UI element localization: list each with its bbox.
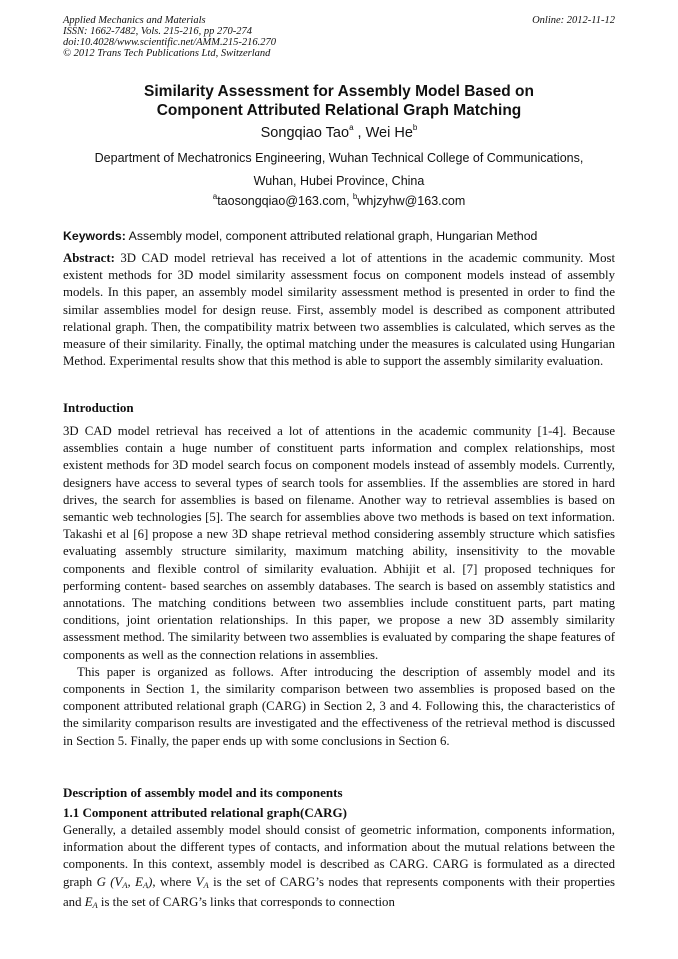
doi-line: doi:10.4028/www.scientific.net/AMM.215-216.270: [63, 37, 276, 48]
affiliation-line-2: Wuhan, Hubei Province, China: [253, 174, 425, 188]
email-b-superscript: b: [352, 191, 358, 201]
graph-close: ): [148, 874, 153, 889]
introduction-heading: Introduction: [63, 400, 134, 415]
graph-comma: , E: [127, 874, 143, 889]
author-2-superscript: b: [412, 123, 418, 133]
keywords-text: Assembly model, component attributed relational graph, Hungarian Method: [125, 229, 538, 243]
abstract-text: 3D CAD model retrieval has received a lot of attentions in the academic community. Most existent methods for 3D model similarity assessment focus on component models instead of assembly models. In this paper, an assembly model similarity assessment method is presented in order to find the similar assemblies model for design reuse. First, assembly model is described as component attributed relational graph. Then, the compatibility matrix between two assemblies is calculated, which serves as the measure of their similarity. Finally, the optimal matching under the measures is calculated using Hungarian Method. Experimental results show that this method is able to support the assembly similarity evaluation.: [63, 251, 615, 369]
carg-text-a: Generally, a detailed assembly model should consist of geometric information, components information, information about the different types of contacts, and information about the mutual relations between the components. In this context, assembly model is described as CARG. CARG is formulated as a directed graph: [63, 823, 615, 889]
affiliation-line-1: Department of Mechatronics Engineering, Wuhan Technical College of Communications,: [94, 151, 584, 165]
introduction-paragraph-1: 3D CAD model retrieval has received a lot of attentions in the academic community [1-4]. Because assemblies contain a huge number of constituent parts information and complex relationships, most existent methods for 3D model search focus on component models instead of assembly models. Currently, designers have access to several types of search tools for assemblies. If the assemblies are stored in hard drives, the search for assemblies is based on filename. Another way to retrieval assemblies is based on semantic web technologies [5]. The search for assemblies above two methods is based on text information. Takashi et al [6] propose a new 3D shape retrieval method considering assembly structure which satisfies evaluating assembly structure similarity, maximum matching ability, insensitivity to the movable components and flexible control of similarity evaluation. Abhijit et al. [7] proposed techniques for performing content- based searches on assembly databases. The search is based on assembly statistics and annotations. The matching conditions between two assemblies include constituent parts, part mating conditions, joint orientation relationships. In this paper, we propose a new 3D assembly similarity assessment method. The similarity between two assemblies is evaluated by comparing the shape features of components as well as the connection relations in assemblies.: [63, 424, 615, 662]
node-set-sub: A: [203, 879, 209, 890]
link-set-sub: A: [92, 899, 98, 910]
introduction-paragraph-2: This paper is organized as follows. After introducing the description of assembly model and its components in Section 1, the similarity comparison between two assemblies is proposed based on the component attributed relational graph (CARG) in Section 2, 3 and 4. Following this, the characteristics of the similarity comparison results are investigated and the effectiveness of the retrieval method is discussed in Section 5. Finally, the paper ends up with some conclusions in Section 6.: [63, 664, 615, 748]
carg-text-d: is the set of CARG’s links that corresponds to connection: [97, 894, 395, 909]
author-1-superscript: a: [349, 123, 354, 133]
abstract-label: Abstract:: [63, 251, 115, 265]
node-set-symbol: V: [195, 874, 204, 889]
online-date: Online: 2012-11-12: [532, 15, 615, 26]
author-separator: ,: [353, 125, 366, 141]
author-1: Songqiao Tao: [260, 125, 350, 141]
issn-line: ISSN: 1662-7482, Vols. 215-216, pp 270-274: [63, 26, 252, 37]
title-line-2: Component Attributed Relational Graph Matching: [156, 102, 522, 119]
keywords-label: Keywords:: [63, 229, 126, 243]
carg-paragraph: [63, 822, 615, 914]
keywords: [63, 229, 615, 243]
email-b: whjzyhw@163.com: [357, 194, 466, 208]
graph-sub-1: A: [122, 879, 128, 890]
copyright-line: © 2012 Trans Tech Publications Ltd, Switzerland: [63, 48, 271, 59]
introduction-body: [63, 423, 615, 750]
author-list: [63, 125, 615, 141]
author-emails: [63, 191, 615, 208]
graph-symbol: G (V: [96, 874, 123, 889]
link-set-symbol: E: [84, 894, 93, 909]
carg-subheading: 1.1 Component attributed relational graph(CARG): [63, 805, 347, 820]
author-2: Wei He: [365, 125, 413, 141]
title-line-1: Similarity Assessment for Assembly Model Based on: [144, 83, 534, 100]
abstract: [63, 250, 615, 370]
description-heading: Description of assembly model and its components: [63, 785, 343, 800]
carg-text-c: is the set of CARG’s nodes that represents components with their properties and: [63, 874, 616, 909]
journal-header: [63, 15, 615, 59]
email-a: taosongqiao@163.com,: [217, 194, 353, 208]
carg-text-b: , where: [152, 874, 196, 889]
graph-sub-2: A: [142, 879, 149, 890]
journal-name: Applied Mechanics and Materials: [63, 15, 206, 26]
paper-title: [63, 82, 615, 120]
email-a-superscript: a: [212, 191, 218, 201]
